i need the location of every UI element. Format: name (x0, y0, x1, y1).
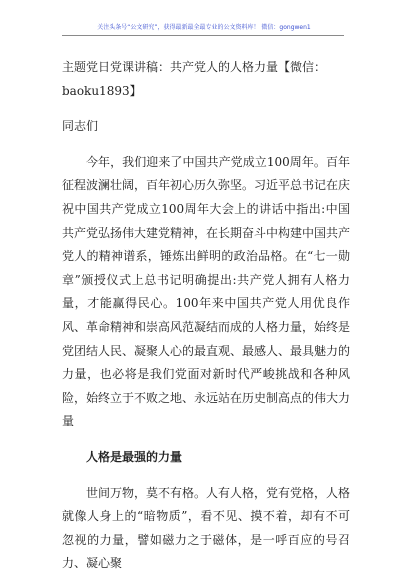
section-heading: 人格是最强的力量 (86, 449, 183, 464)
paragraph-intro: 今年，我们迎来了中国共产党成立100周年。百年征程波澜壮阔，百年初心历久弥坚。习近平总书记在庆祝中国共产党成立100周年大会上的讲话中指出:中国共产党弘扬伟大建党精神，在长期奋斗中构建中国共产党人的精神谱系，锤炼出鲜明的政治品格。在“七一勋章”颁授仪式上总书记明确提出:共产党人拥有人格力量，才能赢得民心。100年来中国共产党人用优良作风、革命精神和崇高风范凝结而成的人格力量，始终是党团结人民、凝聚人心的最直观、最感人、最具魅力的力量，也必将是我们党面对新时代严峻挑战和各种风险，始终立于不败之地、永远站在历史制高点的伟大力量 (62, 154, 351, 429)
document-title: 主题党日党课讲稿：共产党人的人格力量【微信：baoku1893】 (62, 60, 327, 98)
header-divider (62, 35, 344, 36)
header-banner: 关注头条号“公文研究”，获得最新最全最专业的公文资料库！ 微信：gongwen1 (97, 24, 311, 31)
paragraph-section-1: 世间万物，莫不有格。人有人格，党有党格，人格就像人身上的“暗物质”，看不见、摸不着，却有不可忽视的力量，譬如磁力之于磁体，是一呼百应的号召力、凝心聚 (62, 485, 351, 571)
salutation: 同志们 (62, 119, 99, 134)
document-body (62, 56, 350, 576)
